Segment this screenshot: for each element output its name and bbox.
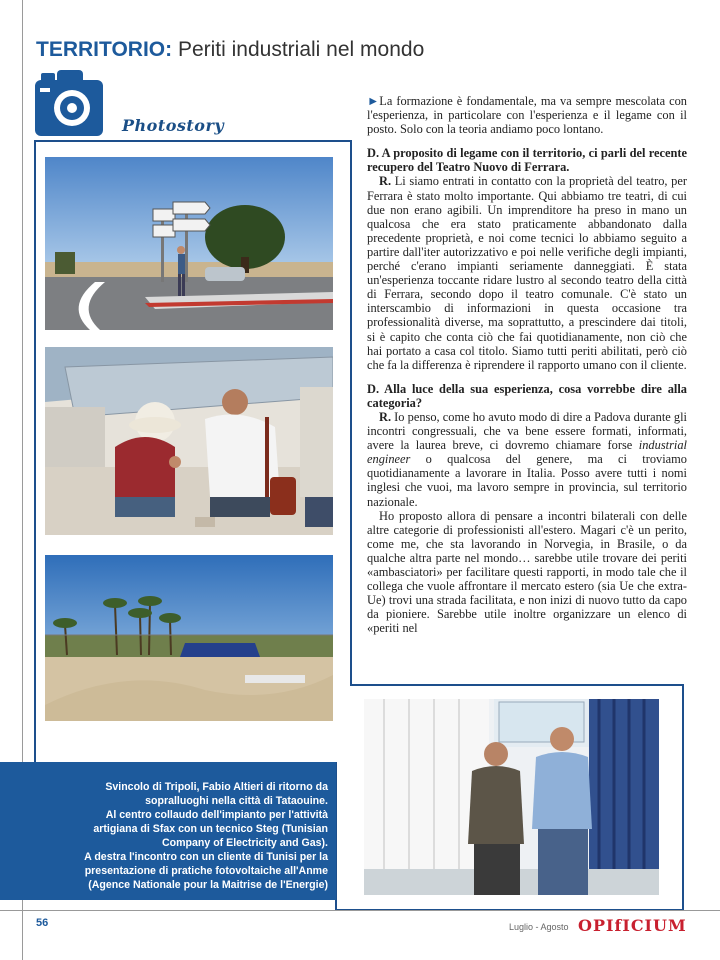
page-title (36, 38, 424, 62)
article-paragraph: ►La formazione è fondamentale, ma va sempre mescolata con l'esperienza, in particolare con l'esperienza e il legame con il posto. Solo con la teoria andiamo poco lontano. (367, 94, 687, 137)
photo-frame-border (350, 140, 352, 685)
magazine-logo: OPIfICIUM (578, 916, 687, 935)
photostory-label: Photostory (122, 116, 225, 135)
photo-caption: Svincolo di Tripoli, Fabio Altieri di ritorno da sopralluoghi nella città di Tataouine. Al centro collaudo dell'impianto per l'attività artigiana di Sfax con un tecnico Steg (Tunisian Company of Electricity and Gas). A destra l'incontro con un cliente di Tunisi per la presentazione di pratiche fotovoltaiche all'Anme (Agence Nationale pour la Maitrise de l'Energie) (84, 781, 328, 891)
issue-date: Luglio - Agosto (509, 922, 569, 932)
article-paragraph: Ho proposto allora di pensare a incontri bilaterali con delle altre categorie di professionisti all'estero. Magari c'è un perito, come me, che sta lavorando in Norvegia, in Brasile, o da qualche altra parte nel mondo… sarebbe utile trovare dei periti «ambasciatori» per facilitare questi rapporti, in modo tale che il collega che vuole affrontare il mercato estero (sia Ue che extra-Ue) trovi una strada facilitata, e non inizi di nuovo tutto da capo da pioniere. Sarebbe utile inoltre organizzare un elenco di «periti nel (367, 508, 687, 636)
photo-frame-border (682, 684, 684, 910)
article-question: D. Alla luce della sua esperienza, cosa vorrebbe dire alla categoria? (367, 381, 687, 410)
section-kicker: TERRITORIO: (36, 38, 173, 61)
article-question: D. A proposito di legame con il territorio, ci parli del recente recupero del Teatro Nuovo di Ferrara. (367, 146, 687, 175)
photo-frame-border (350, 684, 683, 686)
photo-sfax-solar-test (45, 347, 333, 535)
photo-solar-field (45, 555, 333, 721)
section-title: Periti industriali nel mondo (172, 38, 425, 61)
photo-tunisi-meeting (364, 699, 659, 895)
article-body (367, 94, 687, 635)
camera-icon (35, 70, 103, 136)
photo-frame-border (34, 140, 351, 142)
article-answer: R. Io penso, come ho avuto modo di dire a Padova durante gli incontri congressuali, che va bene essere formati, informati, avere la laurea breve, ci dovremo chiamare forse industrial engineer o qualcosa del genere, ma ci troviamo quotidianamente a lavorare in Italia. Posso avere tutti i nomi inglesi che vuoi, ma lavoro sempre in provincia, sul territorio nazionale. (367, 409, 687, 509)
photo-frame-border (34, 140, 36, 762)
photo-tripoli-junction (45, 157, 333, 330)
article-answer: R. Li siamo entrati in contatto con la proprietà del teatro, per Ferrara è stato molto importante. Qui abbiamo tre teatri, di cui due non erano agibili. Un imprenditore ha preso in mano un qualcosa che era stato praticamente abbandonato dalla precedente proprietà, e noi come tecnici lo abbiamo seguito a partire dall'iter autorizzativo e poi nelle verifiche degli impianti, perché c'erano impianti seriamente danneggiati. È stata un'esperienza toccante ridare lustro al secondo teatro della città di Ferrara, secondo dopo il teatro comunale. C'è stato un interscambio di informazioni in questa occasione tra professionalità diverse, ma soprattutto, a prescindere dai titoli, si è capito che conta ciò che fai quotidianamente, non ciò che hai portato a casa col titolo. Siamo tutti periti abilitati, però ciò che fa la differenza è riprendere il rapporto umano con il cliente. (367, 174, 687, 372)
page-number: 56 (36, 917, 49, 929)
footer-rule (0, 910, 720, 911)
triangle-right-icon: ► (367, 94, 380, 108)
